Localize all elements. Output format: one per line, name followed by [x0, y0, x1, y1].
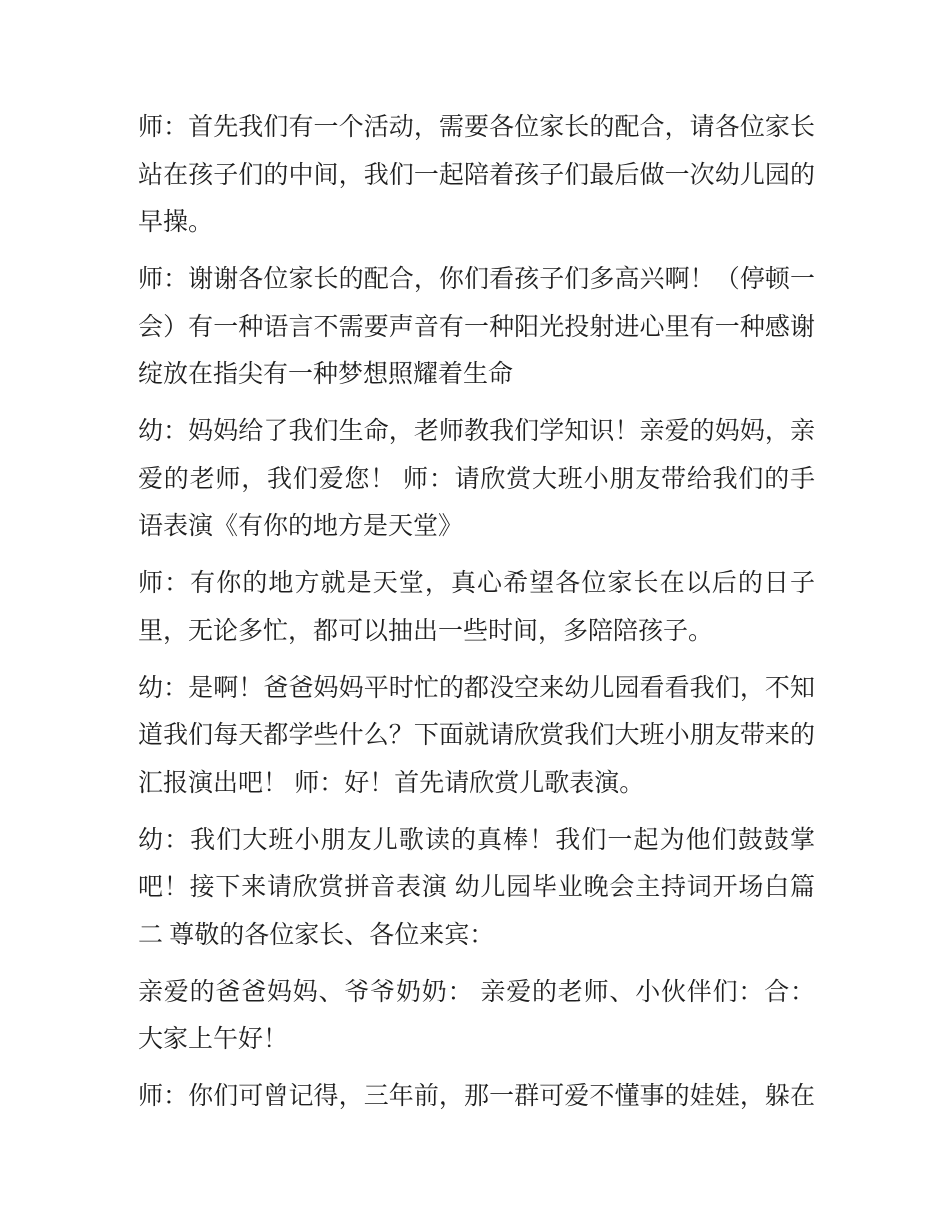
paragraph — [138, 665, 815, 808]
paragraph — [138, 560, 815, 655]
paragraph — [138, 408, 815, 551]
text-line: 爱的老师，我们爱您！ 师：请欣赏大班小朋友带给我们的手 — [138, 465, 815, 493]
text-line: 师：有你的地方就是天堂，真心希望各位家长在以后的日子 — [138, 570, 815, 597]
text-line: 幼：我们大班小朋友儿歌读的真棒！我们一起为他们鼓鼓掌 — [138, 826, 815, 854]
text-line: 语表演《有你的地方是天堂》 — [138, 513, 464, 540]
document-text-block — [138, 104, 815, 1130]
text-line: 吧！接下来请欣赏拼音表演 幼儿园毕业晚会主持词开场白篇 — [138, 874, 815, 901]
text-line: 幼：是啊！爸爸妈妈平时忙的都没空来幼儿园看看我们，不知 — [138, 674, 815, 702]
text-line: 二 尊敬的各位家长、各位来宾： — [138, 921, 495, 949]
text-line: 汇报演出吧！ 师：好！首先请欣赏儿歌表演。 — [138, 769, 645, 797]
text-line: 早操。 — [138, 209, 214, 236]
paragraph — [138, 256, 815, 399]
text-line: 里，无论多忙，都可以抽出一些时间，多陪陪孩子。 — [138, 617, 714, 645]
text-line: 师：谢谢各位家长的配合，你们看孩子们多高兴啊！（停顿一 — [138, 266, 815, 293]
paragraph — [138, 817, 815, 960]
text-line: 站在孩子们的中间，我们一起陪着孩子们最后做一次幼儿园的 — [138, 161, 815, 189]
text-line: 大家上午好！ — [138, 1026, 289, 1053]
paragraph — [138, 104, 815, 247]
text-line: 道我们每天都学些什么？下面就请欣赏我们大班小朋友带来的 — [138, 722, 815, 749]
paragraph — [138, 1073, 815, 1121]
text-line: 亲爱的爸爸妈妈、爷爷奶奶： 亲爱的老师、小伙伴们：合： — [138, 978, 815, 1006]
text-line: 师：你们可曾记得，三年前，那一群可爱不懂事的娃娃，躲在 — [138, 1083, 815, 1110]
text-line: 师：首先我们有一个活动，需要各位家长的配合，请各位家长 — [138, 114, 815, 141]
text-line: 幼：妈妈给了我们生命，老师教我们学知识！亲爱的妈妈，亲 — [138, 418, 815, 445]
paragraph — [138, 969, 815, 1064]
text-line: 绽放在指尖有一种梦想照耀着生命 — [138, 361, 514, 388]
text-line: 会）有一种语言不需要声音有一种阳光投射进心里有一种感谢 — [138, 313, 815, 341]
